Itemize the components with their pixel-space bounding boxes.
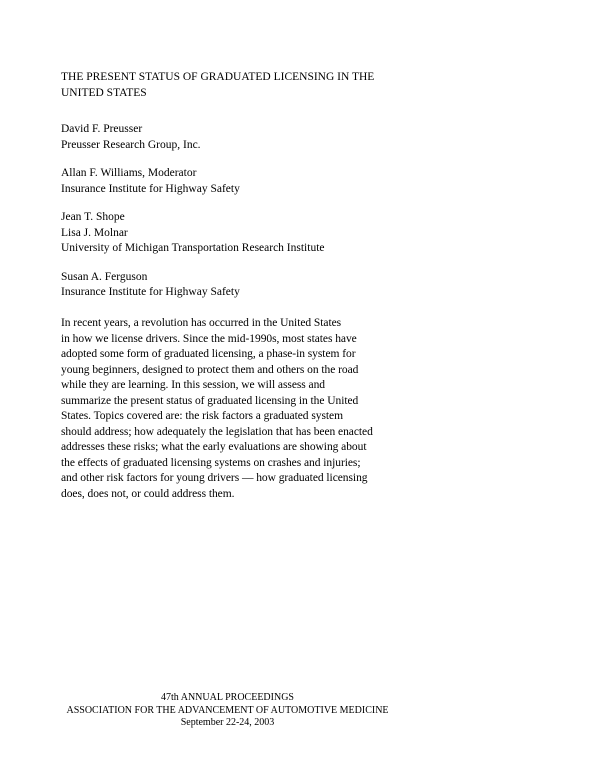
author-group bbox=[61, 270, 461, 301]
author-group bbox=[61, 210, 461, 257]
author-affiliation: Insurance Institute for Highway Safety bbox=[61, 182, 240, 195]
author-name: Allan F. Williams, Moderator bbox=[61, 167, 197, 179]
footer-proceedings: 47th ANNUAL PROCEEDINGS bbox=[161, 692, 294, 703]
author-name: Lisa J. Molnar bbox=[61, 226, 128, 239]
author-group bbox=[61, 122, 461, 153]
author-name: Susan A. Ferguson bbox=[61, 270, 148, 283]
author-list bbox=[61, 122, 461, 314]
footer-date: September 22-24, 2003 bbox=[180, 717, 275, 728]
paper-title: THE PRESENT STATUS OF GRADUATED LICENSING IN THE UNITED STATES bbox=[61, 71, 375, 99]
author-affiliation: University of Michigan Transportation Research Institute bbox=[61, 242, 325, 254]
footer-organization: ASSOCIATION FOR THE ADVANCEMENT OF AUTOMOTIVE MEDICINE bbox=[66, 704, 389, 716]
author-name: David F. Preusser bbox=[61, 123, 143, 135]
author-name: Jean T. Shope bbox=[61, 211, 125, 223]
author-affiliation: Insurance Institute for Highway Safety bbox=[61, 286, 240, 298]
abstract-paragraph: In recent years, a revolution has occurred in the United States in how we license drivers. Since the mid-1990s, most states have adopted some form of graduated licensing, a phase-in system for young beginners, designed to protect them and others on the road while they are learning. In this session, we will assess and summarize the present status of graduated licensing in the United States. Topics covered are: the risk factors a graduated system should address; how adequately the legislation that has been enacted addresses these risks; what the early evaluations are showing about the effects of graduated licensing systems on crashes and injuries; and other risk factors for young drivers — how graduated licensing does, does not, or could address them. bbox=[61, 317, 373, 500]
author-group bbox=[61, 166, 461, 197]
author-affiliation: Preusser Research Group, Inc. bbox=[61, 138, 201, 151]
page-footer bbox=[0, 692, 455, 730]
